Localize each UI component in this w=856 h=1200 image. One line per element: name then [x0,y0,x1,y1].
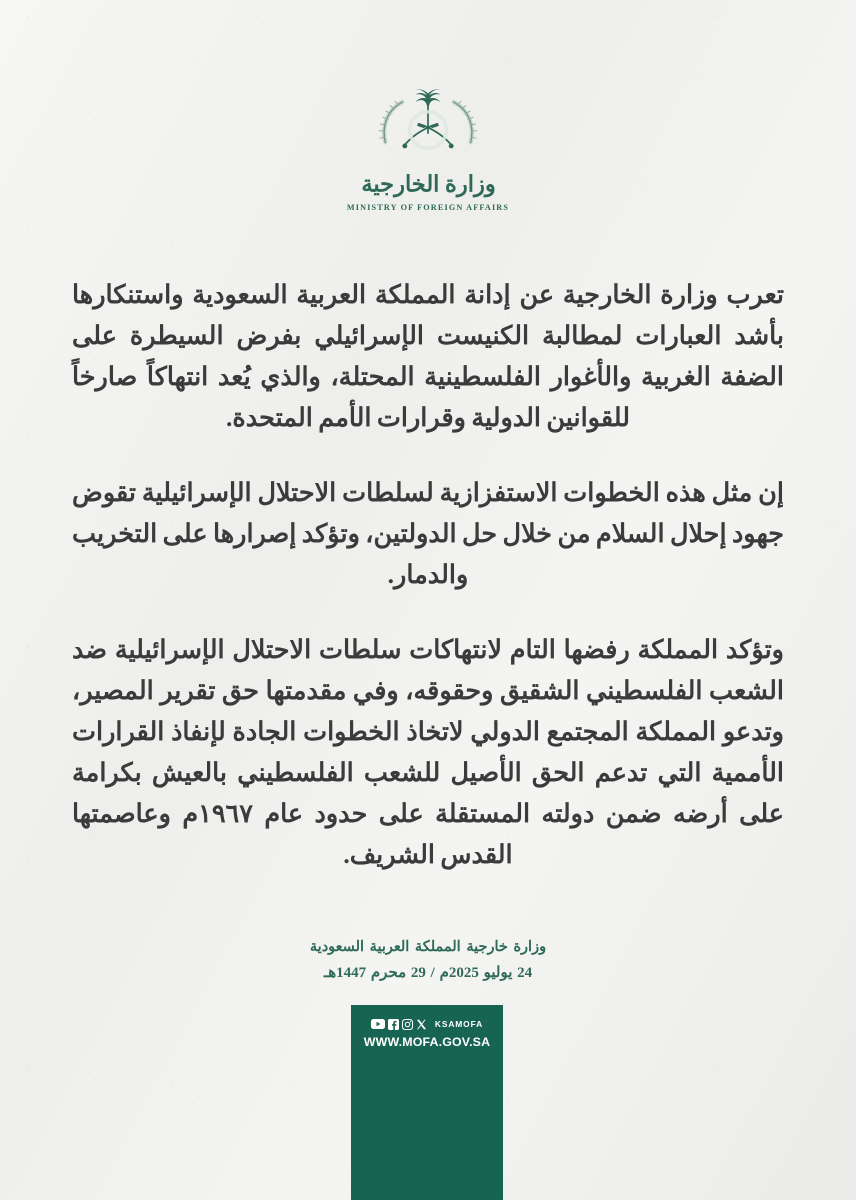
issue-date: 24 يوليو 2025م / 29 محرم 1447هـ [323,965,533,981]
ministry-english-name: MINISTRY OF FOREIGN AFFAIRS [346,203,510,212]
youtube-icon[interactable] [371,1019,385,1029]
saudi-emblem-palm-swords-icon [367,86,489,162]
statement-body [72,274,784,875]
ministry-arabic-wordmark-icon [316,169,541,199]
statement-paragraph-2: إن مثل هذه الخطوات الاستفزازية لسلطات الاحتلال الإسرائيلية تقوض جهود إحلال السلام من خلال حل الدولتين، وتؤكد إصرارها على التخريب والدمار. [72,478,784,589]
social-handle[interactable]: KSAMOFA [434,1018,484,1029]
statement-paragraph-3: وتؤكد المملكة رفضها التام لانتهاكات سلطات الاحتلال الإسرائيلية ضد الشعب الفلسطيني الشقيق وحقوقه، وفي مقدمتها حق تقرير المصير، وتدعو المملكة المجتمع الدولي لاتخاذ الخطوات الجادة لإنفاذ القرارات الأممية التي تدعم الحق الأصيل للشعب الفلسطيني بالعيش بكرامة على أرضه ضمن دولته المستقلة على حدود عام ١٩٦٧م وعاصمتها القدس الشريف. [72,635,784,869]
social-links-row [371,1018,483,1030]
footer-panel [351,1005,503,1200]
svg-text:وزارة الخارجية: وزارة الخارجية [360,171,496,197]
signature-block [310,939,546,982]
issuing-authority: وزارة خارجية المملكة العربية السعودية [309,939,547,955]
ministry-logo [313,86,543,212]
website-url[interactable]: WWW.MOFA.GOV.SA [363,1035,491,1049]
instagram-icon[interactable] [402,1019,413,1030]
facebook-icon[interactable] [388,1019,399,1030]
statement-paragraph-1: تعرب وزارة الخارجية عن إدانة المملكة العربية السعودية واستنكارها بأشد العبارات لمطالبة الكنيست الإسرائيلي بفرض السيطرة على الضفة الغربية والأغوار الفلسطينية المحتلة، والذي يُعد انتهاكاً صارخاً للقوانين الدولية وقرارات الأمم المتحدة. [72,280,784,432]
x-twitter-icon[interactable] [416,1019,427,1030]
